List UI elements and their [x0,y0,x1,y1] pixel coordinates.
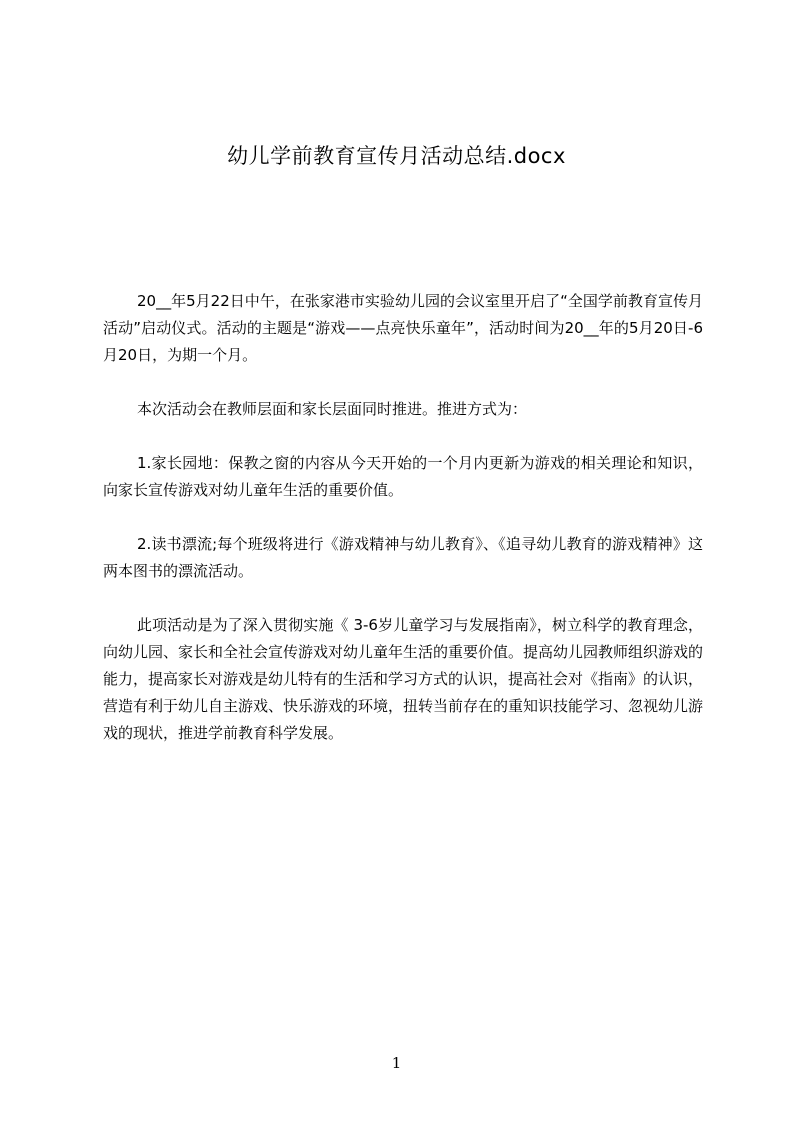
paragraph-parent-garden: 1.家长园地：保教之窗的内容从今天开始的一个月内更新为游戏的相关理论和知识，向家长宣传游戏对幼儿童年生活的重要价值。 [103,454,703,499]
paragraph-book-drift: 2.读书漂流;每个班级将进行《游戏精神与幼儿教育》、《追寻幼儿教育的游戏精神》这两本图书的漂流活动。 [103,535,703,580]
document-title: 幼儿学前教育宣传月活动总结.docx [227,144,566,168]
paragraph-launch-ceremony: 20__年5月22日中午，在张家港市实验幼儿园的会议室里开启了“全国学前教育宣传月活动”启动仪式。活动的主题是“游戏——点亮快乐童年”，活动时间为20__年的5月20日-6月20日，为期一个月。 [103,292,703,364]
paragraph-promotion-method: 本次活动会在教师层面和家长层面同时推进。推进方式为： [137,400,528,418]
paragraph-purpose: 此项活动是为了深入贯彻实施《 3-6岁儿童学习与发展指南》，树立科学的教育理念，向幼儿园、家长和全社会宣传游戏对幼儿童年生活的重要价值。提高幼儿园教师组织游戏的能力，提高家长对游戏是幼儿特有的生活和学习方式的认识，提高社会对《指南》的认识，营造有利于幼儿自主游戏、快乐游戏的环境，扭转当前存在的重知识技能学习、忽视幼儿游戏的现状，推进学前教育科学发展。 [103,616,704,742]
page-number: 1 [391,1054,402,1072]
